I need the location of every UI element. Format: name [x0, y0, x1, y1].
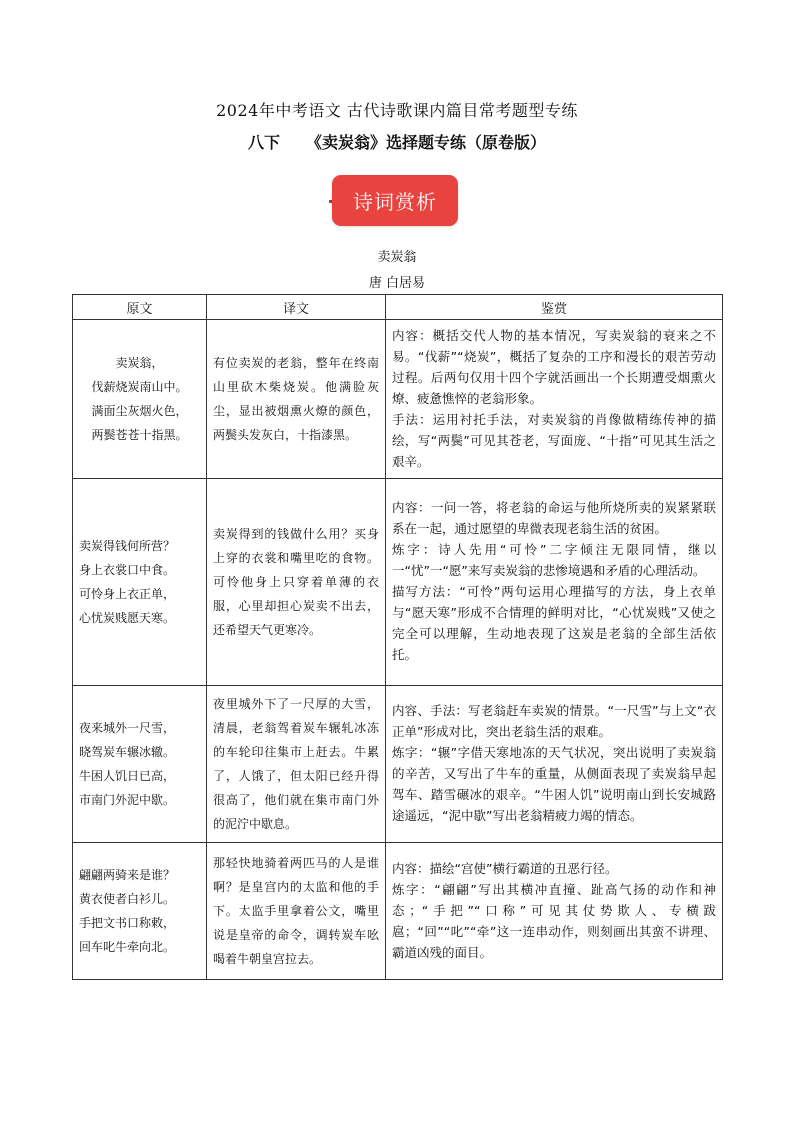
table-row	[73, 320, 723, 479]
original-cell	[73, 479, 207, 686]
poem-title: 卖炭翁	[377, 250, 417, 265]
poem-analysis-table	[72, 294, 723, 980]
commentary-paragraph: 内容：描绘“宫使”横行霸道的丑恶行径。	[392, 860, 618, 876]
header-commentary: 鉴赏	[386, 295, 723, 320]
commentary-paragraph: 描写方法：“可怜”两句运用心理描写的方法，身上衣单与“愿天寒”形成不合情理的鲜明对比，“心忧炭贱”又使之完全可以理解，生动地表现了这炭是老翁的全部生活依托。	[392, 584, 716, 662]
table-header-row	[73, 295, 723, 320]
original-line: 市南门外泥中歇。	[79, 793, 176, 807]
original-line: 手把文书口称敕，	[79, 916, 176, 930]
original-line: 晓驾炭车辗冰辙。	[79, 745, 176, 759]
commentary-paragraph: 内容、手法：写老翁赶车卖炭的情景。“一尺雪”与上文“衣正单”形成对比，突出老翁生活的艰难。	[392, 703, 716, 739]
original-line: 身上衣裳口中食。	[79, 563, 176, 577]
commentary-paragraph: 炼字：诗人先用“可怜”二字倾注无限同情，继以一“忧”一“愿”来写卖炭翁的悲惨境遇和矛盾的心理活动。	[392, 542, 716, 578]
header-translation: 译文	[207, 295, 386, 320]
translation-cell: 夜里城外下了一尺厚的大雪，清晨，老翁驾着炭车辗轧冰冻的车轮印往集市上赶去。牛累了，人饿了，但太阳已经升得很高了，他们就在集市南门外的泥泞中歇息。	[207, 686, 386, 843]
original-line: 夜来城外一尺雪，	[79, 721, 176, 735]
original-cell	[73, 686, 207, 843]
section-badge: 诗词赏析	[332, 175, 458, 226]
original-line: 回车叱牛牵向北。	[79, 940, 176, 954]
original-line: 黄衣使者白衫儿。	[79, 892, 176, 906]
commentary-cell	[386, 479, 723, 686]
original-line: 心忧炭贱愿天寒。	[79, 611, 176, 625]
original-line: 满面尘灰烟火色，	[91, 404, 188, 418]
document-subtitle	[0, 130, 794, 153]
original-line: 翩翩两骑来是谁？	[79, 868, 176, 882]
subtitle-topic: 《卖炭翁》选择题专练（原卷版）	[306, 133, 547, 152]
header-original: 原文	[73, 295, 207, 320]
table-row	[73, 843, 723, 980]
commentary-paragraph: 炼字：“翩翩”写出其横冲直撞、趾高气扬的动作和神态；“手把”“口称”可见其仗势欺人、专横跋扈；“回”“叱”“牵”这一连串动作，则刻画出其蛮不讲理、霸道凶残的面目。	[392, 881, 716, 960]
original-cell	[73, 843, 207, 980]
commentary-paragraph: 内容：一问一答，将老翁的命运与他所烧所卖的炭紧紧联系在一起，通过愿望的卑微表现老翁生活的贫困。	[392, 500, 716, 536]
commentary-paragraph: 内容：概括交代人物的基本情况，写卖炭翁的衰来之不易。“伐薪”“烧炭”，概括了复杂的工序和漫长的艰苦劳动过程。后两句仅用十四个字就活画出一个长期遭受烟熏火燎、疲惫憔悴的老翁形象。	[392, 327, 716, 406]
original-line: 卖炭翁，	[115, 356, 164, 370]
commentary-paragraph: 手法：运用衬托手法，对卖炭翁的肖像做精练传神的描绘，写“两鬓”可见其苍老，写面庞、“十指”可见其生活之艰辛。	[392, 411, 716, 469]
commentary-paragraph: 炼字：“辗”字借天寒地冻的天气状况，突出说明了卖炭翁的辛苦，又写出了牛车的重量，从侧面表现了卖炭翁早起驾车、踏雪碾冰的艰辛。“牛困人饥”说明南山到长安城路途遥远，“泥中歇”写出老翁精疲力竭的情态。	[392, 745, 716, 823]
original-line: 两鬓苍苍十指黑。	[91, 428, 188, 442]
subtitle-grade: 八下	[247, 133, 280, 152]
translation-cell: 那轻快地骑着两匹马的人是谁啊？是皇宫内的太监和他的手下。太监手里拿着公文，嘴里说是皇帝的命令，调转炭车吆喝着牛朝皇宫拉去。	[207, 843, 386, 980]
document-title: 2024年中考语文 古代诗歌课内篇目常考题型专练	[216, 101, 578, 120]
commentary-cell	[386, 320, 723, 479]
original-line: 牛困人饥日已高，	[79, 769, 176, 783]
original-line: 卖炭得钱何所营？	[79, 539, 176, 553]
translation-cell: 卖炭得到的钱做什么用？买身上穿的衣裳和嘴里吃的食物。可怜他身上只穿着单薄的衣服，心里却担心炭卖不出去，还希望天气更寒冷。	[207, 479, 386, 686]
poem-author: 唐 白居易	[368, 276, 426, 291]
commentary-cell	[386, 686, 723, 843]
original-line: 伐薪烧炭南山中。	[91, 380, 188, 394]
table-row	[73, 686, 723, 843]
original-line: 可怜身上衣正单，	[79, 587, 176, 601]
commentary-cell	[386, 843, 723, 980]
original-cell	[73, 320, 207, 479]
table-row	[73, 479, 723, 686]
translation-cell: 有位卖炭的老翁，整年在终南山里砍木柴烧炭。他满脸灰尘，显出被烟熏火燎的颜色，两鬓头发灰白，十指漆黑。	[207, 320, 386, 479]
